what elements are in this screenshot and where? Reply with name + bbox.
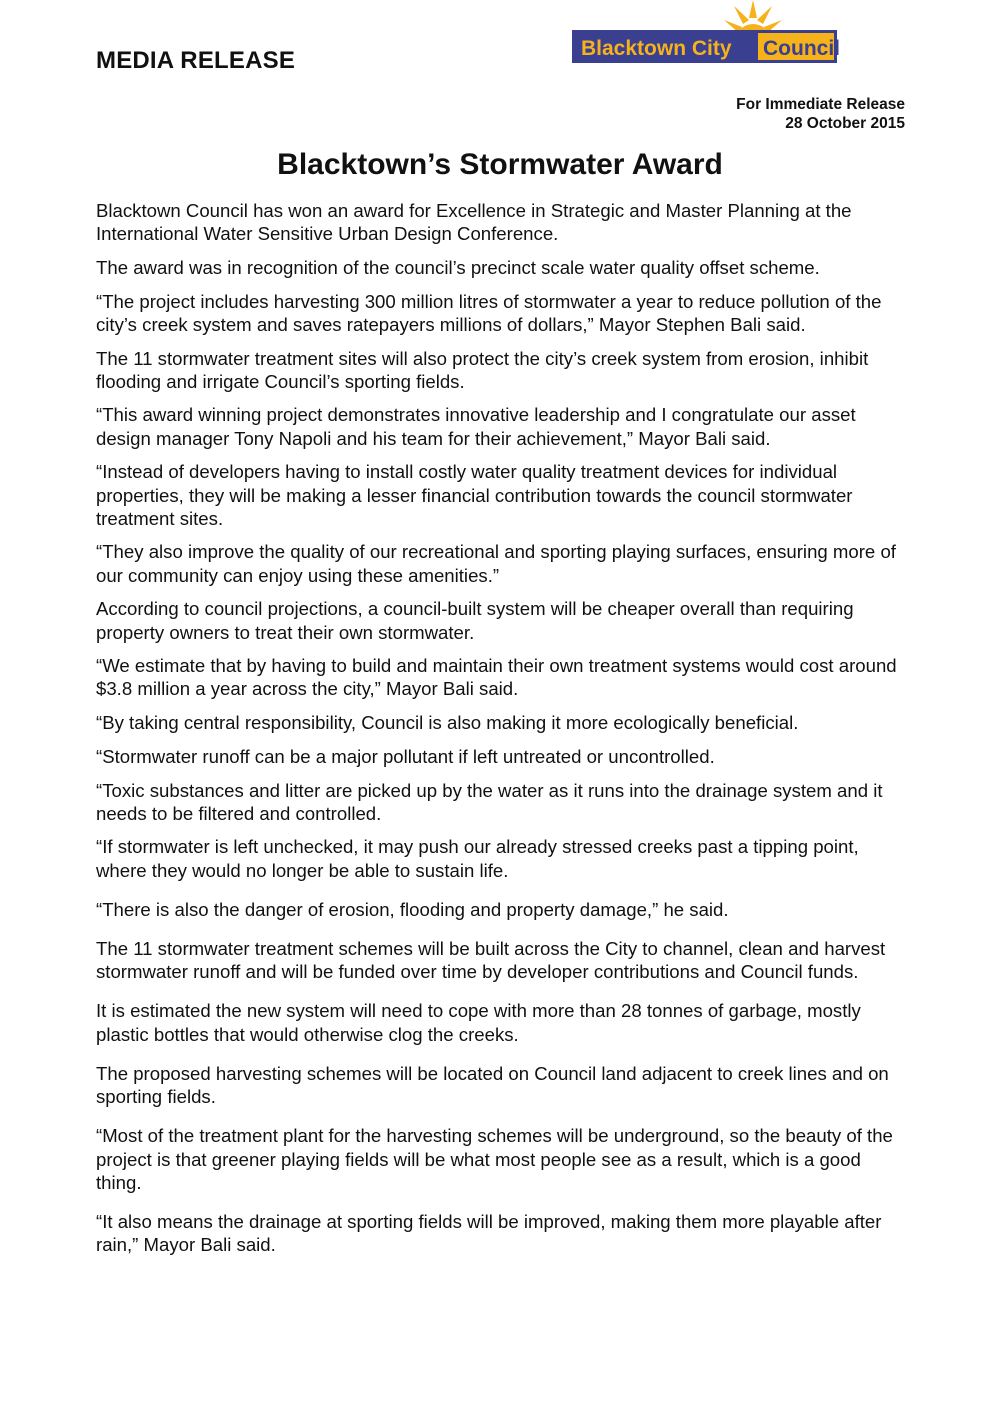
release-type: For Immediate Release (736, 96, 905, 113)
release-date: 28 October 2015 (785, 115, 905, 132)
release-body (96, 199, 911, 1267)
paragraph: “If stormwater is left unchecked, it may push our already stressed creeks past a tipping point, where they would no longer be able to sustain life. (96, 836, 859, 881)
paragraph: “They also improve the quality of our recreational and sporting playing surfaces, ensuring more of our community can enjoy using these amenities.” (96, 541, 896, 586)
paragraph: “By taking central responsibility, Council is also making it more ecologically beneficial. (96, 712, 799, 734)
paragraph: “The project includes harvesting 300 million litres of stormwater a year to reduce pollution of the city’s creek system and saves ratepayers millions of dollars,” Mayor Stephen Bali said. (96, 290, 882, 335)
paragraph: According to council projections, a council-built system will be cheaper overall than requiring property owners to treat their own stormwater. (96, 598, 854, 643)
logo-name-part1: Blacktown City (581, 37, 732, 60)
headline: Blacktown’s Stormwater Award (277, 148, 723, 181)
council-logo (572, 0, 842, 66)
paragraph: “Toxic substances and litter are picked up by the water as it runs into the drainage system and it needs to be filtered and controlled. (96, 779, 883, 824)
paragraph: “It also means the drainage at sporting fields will be improved, making them more playable after rain,” Mayor Bali said. (96, 1210, 882, 1256)
paragraph: The proposed harvesting schemes will be located on Council land adjacent to creek lines and on sporting fields. (96, 1062, 889, 1108)
paragraph: The award was in recognition of the council’s precinct scale water quality offset scheme. (96, 256, 820, 278)
paragraph: “Instead of developers having to install costly water quality treatment devices for individual properties, they will be making a lesser financial contribution towards the council stormwater treatment sites. (96, 461, 853, 529)
paragraph: “This award winning project demonstrates innovative leadership and I congratulate our asset design manager Tony Napoli and his team for their achievement,” Mayor Bali said. (96, 404, 856, 449)
paragraph: “Most of the treatment plant for the harvesting schemes will be underground, so the beauty of the project is that greener playing fields will be what most people see as a result, which is a good thing. (96, 1125, 893, 1193)
paragraph: “We estimate that by having to build and maintain their own treatment systems would cost around $3.8 million a year across the city,” Mayor Bali said. (96, 655, 897, 700)
logo-name-part2: Council (763, 37, 840, 60)
paragraph: “Stormwater runoff can be a major pollutant if left untreated or uncontrolled. (96, 745, 715, 767)
media-release-label: MEDIA RELEASE (96, 47, 296, 74)
release-info (736, 95, 905, 133)
paragraph: It is estimated the new system will need to cope with more than 28 tonnes of garbage, mostly plastic bottles that would otherwise clog the creeks. (96, 1000, 861, 1045)
paragraph: The 11 stormwater treatment sites will also protect the city’s creek system from erosion, inhibit flooding and irrigate Council’s sporting fields. (96, 347, 869, 392)
paragraph: “There is also the danger of erosion, flooding and property damage,” he said. (96, 898, 729, 920)
paragraph: Blacktown Council has won an award for Excellence in Strategic and Master Planning at the International Water Sensitive Urban Design Conference. (96, 200, 852, 245)
paragraph: The 11 stormwater treatment schemes will be built across the City to channel, clean and harvest stormwater runoff and will be funded over time by developer contributions and Council funds. (96, 938, 886, 983)
